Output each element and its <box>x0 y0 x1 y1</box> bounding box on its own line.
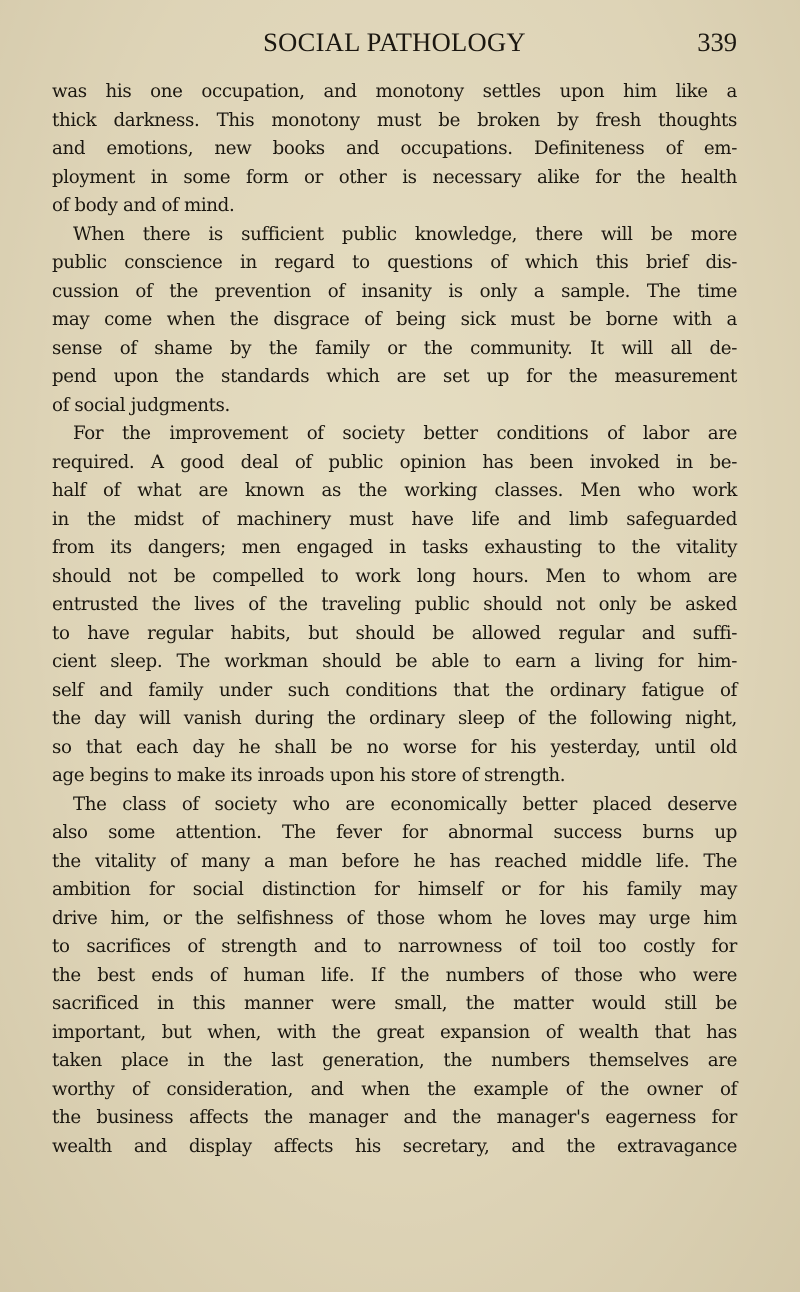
text-line: so that each day he shall be no worse for his yesterday, until old <box>52 736 737 758</box>
text-line: may come when the disgrace of being sick must be borne with a <box>52 309 737 330</box>
text-line: thick darkness. This monotony must be broken by fresh thoughts <box>52 109 737 131</box>
text-line: to sacrifices of strength and to narrowness of toil too costly for <box>52 936 737 957</box>
text-line: cussion of the prevention of insanity is only a sample. The time <box>52 280 737 302</box>
text-line: in the midst of machinery must have life and limb safeguarded <box>52 508 737 530</box>
text-line: the best ends of human life. If the numbers of those who were <box>52 964 737 986</box>
text-line: age begins to make its inroads upon his store of strength. <box>52 765 566 786</box>
text-line: sense of shame by the family or the community. It will all de- <box>52 337 737 359</box>
text-line: taken place in the last generation, the numbers themselves are <box>52 1050 737 1071</box>
text-line: to have regular habits, but should be allowed regular and suffi- <box>52 622 737 644</box>
text-line: and emotions, new books and occupations. Definiteness of em- <box>52 138 737 159</box>
text-line: wealth and display affects his secretary, and the extravagance <box>52 1135 737 1157</box>
text-line: drive him, or the selfishness of those whom he loves may urge him <box>52 907 737 929</box>
text-line: of social judgments. <box>52 394 230 416</box>
text-line: public conscience in regard to questions of which this brief dis- <box>52 252 737 273</box>
text-line: important, but when, with the great expansion of wealth that has <box>52 1021 737 1043</box>
body-text <box>52 78 737 1161</box>
text-line: pend upon the standards which are set up for the measurement <box>52 366 737 387</box>
text-line: worthy of consideration, and when the example of the owner of <box>52 1078 737 1100</box>
paragraph-start-line: When there is sufficient public knowledge, there will be more <box>73 223 737 245</box>
text-line: was his one occupation, and monotony settles upon him like a <box>52 81 737 102</box>
text-line: from its dangers; men engaged in tasks exhausting to the vitality <box>52 537 737 558</box>
text-line: should not be compelled to work long hours. Men to whom are <box>52 565 737 587</box>
running-head <box>52 22 737 62</box>
text-line: the vitality of many a man before he has reached middle life. The <box>52 850 737 872</box>
text-line: the business affects the manager and the manager's eagerness for <box>52 1107 737 1128</box>
paragraph-start-line: The class of society who are economically better placed deserve <box>73 793 737 815</box>
text-line: sacrificed in this manner were small, the matter would still be <box>52 993 737 1014</box>
text-line: also some attention. The fever for abnormal success burns up <box>52 822 737 843</box>
page-number: 339 <box>697 27 737 57</box>
text-line: self and family under such conditions that the ordinary fatigue of <box>52 679 737 701</box>
paragraph-start-line: For the improvement of society better conditions of labor are <box>73 423 737 444</box>
text-line: the day will vanish during the ordinary sleep of the following night, <box>52 708 737 729</box>
text-line: ployment in some form or other is necessary alike for the health <box>52 166 737 188</box>
text-line: entrusted the lives of the traveling public should not only be asked <box>52 594 737 615</box>
text-line: of body and of mind. <box>52 195 235 216</box>
text-line: ambition for social distinction for himself or for his family may <box>52 879 737 900</box>
running-title: SOCIAL PATHOLOGY <box>263 27 526 57</box>
text-line: half of what are known as the working classes. Men who work <box>52 480 737 501</box>
text-line: required. A good deal of public opinion has been invoked in be- <box>52 451 737 473</box>
text-line: cient sleep. The workman should be able to earn a living for him- <box>52 651 737 672</box>
